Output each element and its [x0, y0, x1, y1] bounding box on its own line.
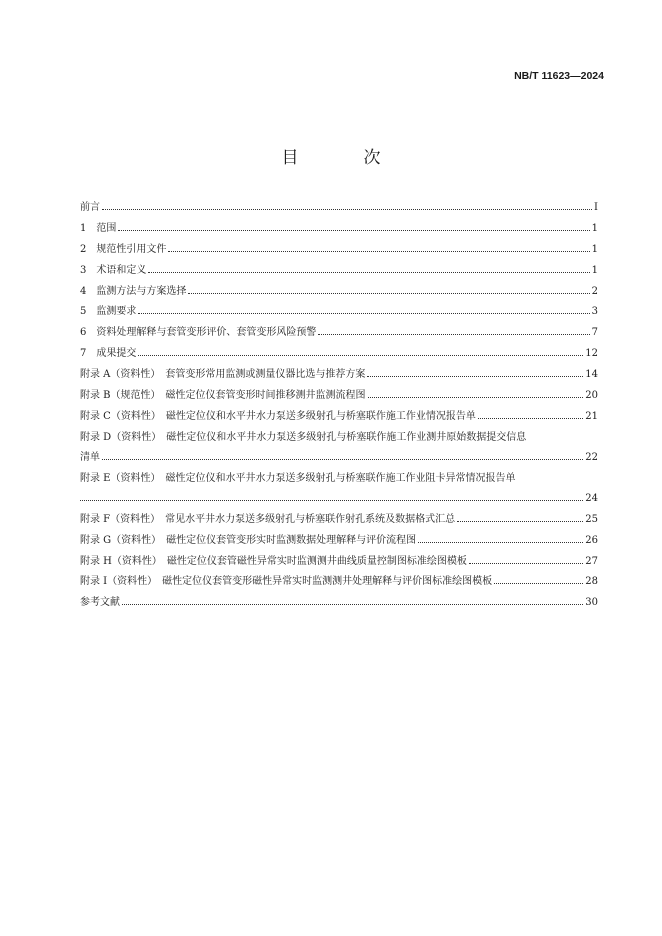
- toc-page-number: 28: [585, 576, 598, 588]
- toc-entry-label: 附录 F（资料性） 常见水平井水力泵送多级射孔与桥塞联作射孔系统及数据格式汇总: [80, 513, 456, 525]
- toc-entry-foreword[interactable]: [80, 200, 598, 221]
- toc-entry-label: 5 监测要求: [80, 306, 137, 318]
- toc-page-number: 30: [585, 597, 598, 609]
- leader-dots: [122, 603, 583, 605]
- leader-dots: [188, 292, 589, 294]
- toc-entry-appendix-b[interactable]: [80, 388, 598, 409]
- leader-dots: [138, 354, 583, 356]
- toc-entry-label-continued: 清单: [80, 451, 100, 463]
- leader-dots: [80, 499, 583, 501]
- toc-entry-label: 参考文献: [80, 597, 120, 609]
- toc-page-number: 1: [591, 243, 598, 255]
- toc-page-number: 7: [591, 327, 598, 339]
- leader-dots: [469, 562, 583, 564]
- toc-entry-label: 附录 E（资料性） 磁性定位仪和水平井水力泵送多级射孔与桥塞联作施工作业阻卡异常情况报告单: [80, 472, 516, 484]
- toc-entry-label: 6 资料处理解释与套管变形评价、套管变形风险预警: [80, 327, 317, 339]
- toc-entry-label: 附录 D（资料性） 磁性定位仪和水平井水力泵送多级射孔与桥塞联作施工作业测井原始数据提交信息: [80, 431, 527, 443]
- toc-page-number: 27: [585, 555, 598, 567]
- leader-dots: [478, 417, 583, 419]
- toc-page-number: 1: [591, 222, 598, 234]
- leader-dots: [367, 375, 583, 377]
- leader-dots: [102, 458, 583, 460]
- toc-page-number: I: [594, 202, 598, 213]
- toc-entry-label: 3 术语和定义: [80, 264, 147, 276]
- toc-entry-appendix-i[interactable]: [80, 574, 598, 595]
- toc-page-number: 14: [585, 369, 598, 381]
- toc-entry-appendix-a[interactable]: [80, 367, 598, 388]
- toc-page-number: 24: [585, 492, 598, 504]
- leader-dots: [118, 229, 589, 231]
- leader-dots: [368, 396, 584, 398]
- leader-dots: [168, 250, 589, 252]
- leader-dots: [457, 520, 583, 522]
- leader-dots: [138, 312, 589, 314]
- toc-entry-label: 附录 G（资料性） 磁性定位仪套管变形实时监测数据处理解释与评价流程图: [80, 534, 417, 546]
- leader-dots: [494, 582, 583, 584]
- toc-page-number: 21: [585, 410, 598, 422]
- toc-entry-3[interactable]: [80, 263, 598, 284]
- toc-entry-appendix-f[interactable]: [80, 512, 598, 533]
- toc-entry-appendix-d[interactable]: [80, 430, 598, 471]
- toc-entry-5[interactable]: [80, 304, 598, 325]
- toc-entry-label: 附录 I（资料性） 磁性定位仪套管变形磁性异常实时监测测井处理解释与评价图标准绘图模板: [80, 576, 493, 588]
- page-title: 目 次: [281, 148, 405, 168]
- toc-entry-label: 7 成果提交: [80, 348, 137, 360]
- toc-entry-7[interactable]: [80, 346, 598, 367]
- toc-entry-references[interactable]: [80, 595, 598, 616]
- toc-entry-2[interactable]: [80, 242, 598, 263]
- toc-entry-appendix-c[interactable]: [80, 409, 598, 430]
- toc-entry-label: 附录 A（资料性） 套管变形常用监测或测量仪器比选与推荐方案: [80, 369, 366, 381]
- toc-entry-label: 附录 B（规范性） 磁性定位仪套管变形时间推移测井监测流程图: [80, 390, 366, 402]
- toc-page-number: 20: [585, 390, 598, 402]
- toc-entry-label: 1 范围: [80, 222, 117, 234]
- table-of-contents: [80, 200, 598, 616]
- toc-page-number: 12: [585, 348, 598, 360]
- toc-page-number: 3: [591, 306, 598, 318]
- toc-entry-1[interactable]: [80, 221, 598, 242]
- toc-entry-6[interactable]: [80, 325, 598, 346]
- toc-page-number: 22: [585, 451, 598, 463]
- toc-entry-label: 4 监测方法与方案选择: [80, 285, 187, 297]
- toc-page-number: 25: [585, 513, 598, 525]
- toc-entry-appendix-e[interactable]: [80, 471, 598, 512]
- toc-page-number: 26: [585, 534, 598, 546]
- toc-page-number: 2: [591, 285, 598, 297]
- toc-entry-label: 附录 H（资料性） 磁性定位仪套管磁性异常实时监测测井曲线质量控制图标准绘图模板: [80, 555, 467, 567]
- toc-entry-appendix-g[interactable]: [80, 533, 598, 554]
- toc-entry-label: 2 规范性引用文件: [80, 243, 167, 255]
- leader-dots: [102, 208, 592, 210]
- toc-entry-appendix-h[interactable]: [80, 554, 598, 575]
- toc-entry-4[interactable]: [80, 284, 598, 305]
- toc-entry-label: 前言: [80, 202, 100, 213]
- standard-code: NB/T 11623—2024: [514, 70, 604, 82]
- leader-dots: [148, 271, 589, 273]
- toc-page-number: 1: [591, 264, 598, 276]
- toc-entry-label: 附录 C（资料性） 磁性定位仪和水平井水力泵送多级射孔与桥塞联作施工作业情况报告单: [80, 410, 476, 422]
- leader-dots: [418, 541, 583, 543]
- leader-dots: [318, 333, 589, 335]
